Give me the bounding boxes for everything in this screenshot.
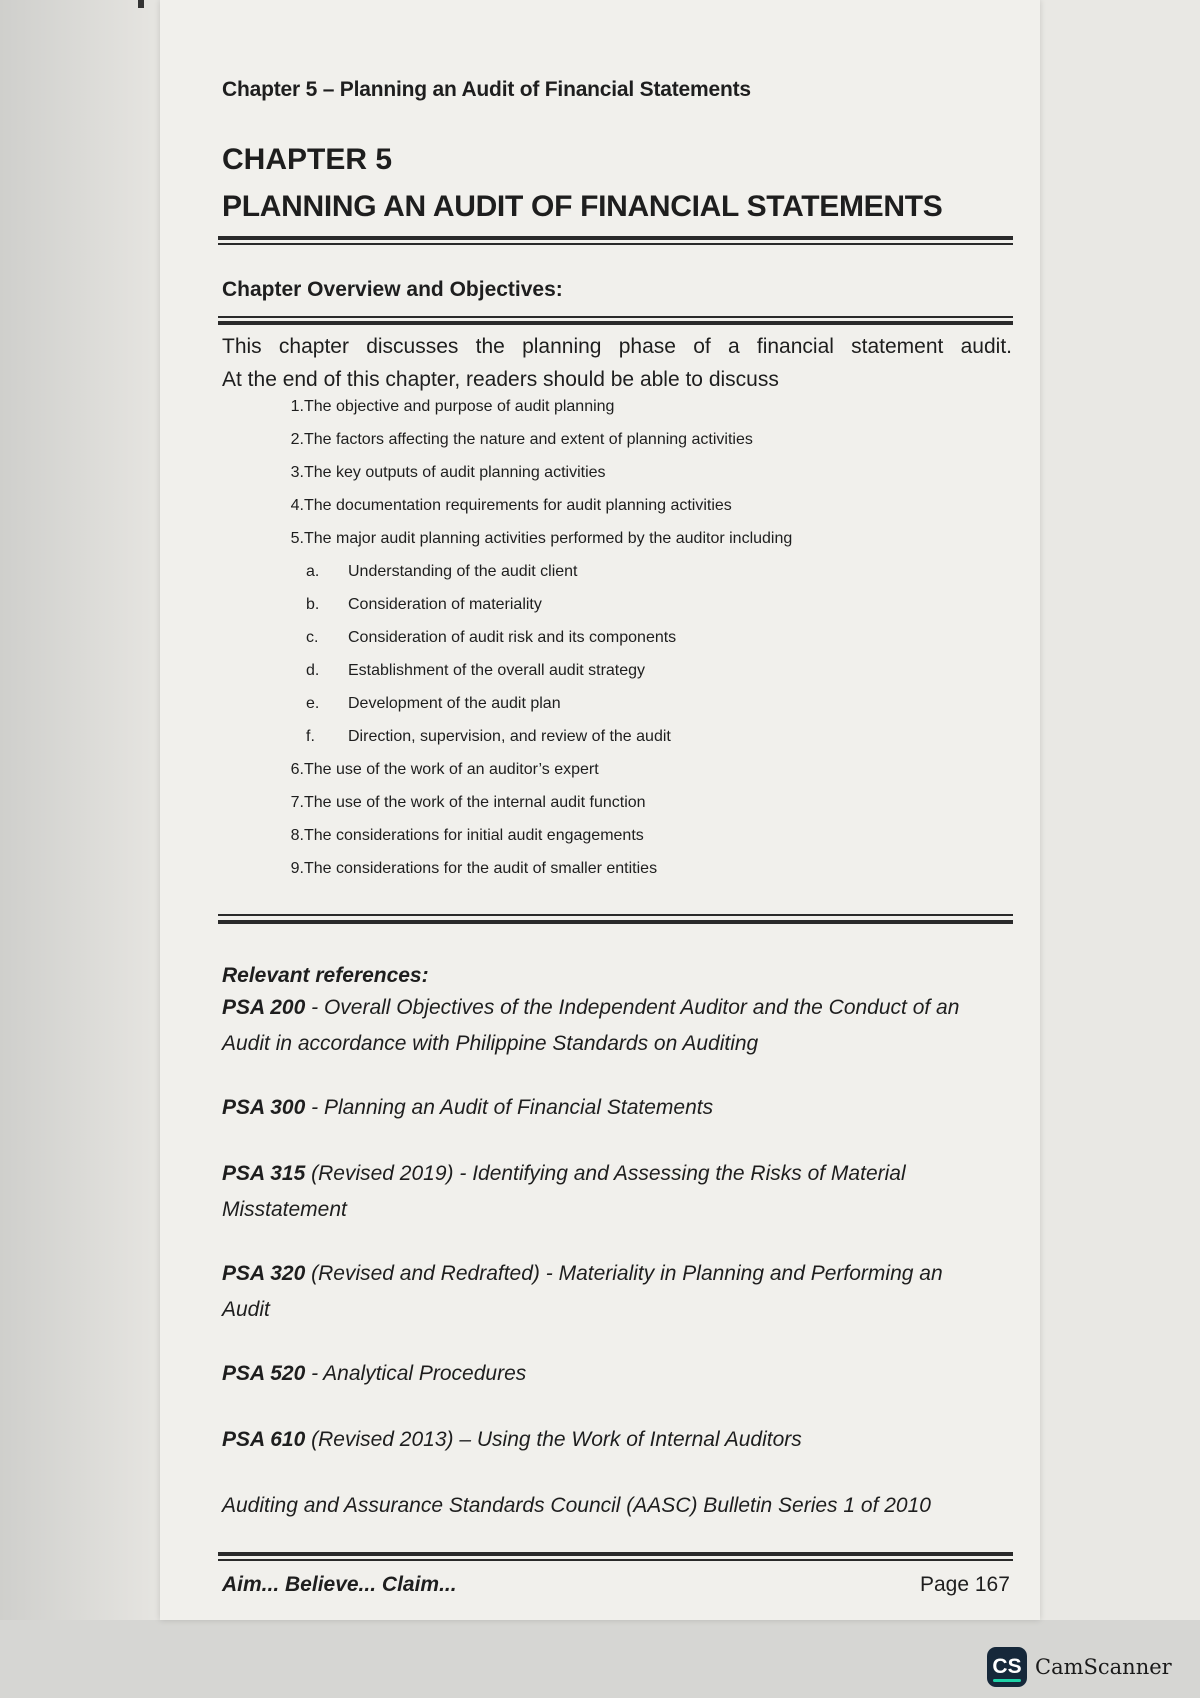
scan-right-margin <box>1040 0 1200 1620</box>
camscanner-watermark: CamScanner <box>1035 1655 1172 1679</box>
scan-mark <box>138 0 144 8</box>
intro-line-1: This chapter discusses the planning phase of a financial statement audit. <box>222 335 1012 358</box>
camscanner-logo-icon: CS <box>987 1647 1027 1687</box>
objective-item: 1. The objective and purpose of audit planning <box>290 398 615 415</box>
reference-item: PSA 200 - Overall Objectives of the Independent Auditor and the Conduct of an Audit in accordance with Philippine Standards on Auditing <box>222 996 960 1055</box>
objectives-rule-bottom <box>218 920 1013 924</box>
overview-rule-bottom <box>218 321 1013 325</box>
objective-item: 3. The key outputs of audit planning activities <box>290 464 606 481</box>
reference-item: PSA 320 (Revised and Redrafted) - Materiality in Planning and Performing an Audit <box>222 1262 943 1321</box>
sub-objective-item: f. Direction, supervision, and review of the audit <box>306 728 671 745</box>
footer-motto: Aim... Believe... Claim... <box>222 1573 457 1596</box>
reference-item: Auditing and Assurance Standards Council (AASC) Bulletin Series 1 of 2010 <box>222 1494 931 1517</box>
sub-objective-item: d. Establishment of the overall audit strategy <box>306 662 646 679</box>
reference-item: PSA 520 - Analytical Procedures <box>222 1362 527 1385</box>
scan-left-margin <box>0 0 160 1620</box>
reference-item: PSA 315 (Revised 2019) - Identifying and Assessing the Risks of Material Misstatement <box>222 1162 906 1221</box>
references-heading: Relevant references: <box>222 964 429 987</box>
title-rule-top <box>218 236 1013 240</box>
objective-item: 8. The considerations for initial audit engagements <box>290 827 644 844</box>
objective-item: 4. The documentation requirements for audit planning activities <box>290 497 732 514</box>
objectives-rule-top <box>218 914 1013 916</box>
chapter-label: CHAPTER 5 <box>222 143 393 176</box>
page-number: Page 167 <box>920 1573 1010 1596</box>
chapter-title: PLANNING AN AUDIT OF FINANCIAL STATEMENTS <box>222 190 943 223</box>
objective-item: 2. The factors affecting the nature and extent of planning activities <box>290 431 753 448</box>
objective-item: 7. The use of the work of the internal audit function <box>290 794 646 811</box>
objective-item: 5. The major audit planning activities performed by the auditor including <box>290 530 793 547</box>
footer-rule-bottom <box>218 1559 1013 1561</box>
sub-objective-item: a. Understanding of the audit client <box>306 563 578 580</box>
sub-objective-item: e. Development of the audit plan <box>306 695 561 712</box>
objective-item: 9. The considerations for the audit of smaller entities <box>290 860 658 877</box>
title-rule-bottom <box>218 243 1013 245</box>
overview-heading: Chapter Overview and Objectives: <box>222 278 563 301</box>
sub-objective-item: c. Consideration of audit risk and its components <box>306 629 677 646</box>
reference-item: PSA 610 (Revised 2013) – Using the Work of Internal Auditors <box>222 1428 802 1451</box>
intro-paragraph <box>222 330 1012 396</box>
objective-item: 6. The use of the work of an auditor’s expert <box>290 761 599 778</box>
footer-rule-top <box>218 1552 1013 1556</box>
reference-item: PSA 300 - Planning an Audit of Financial Statements <box>222 1096 714 1119</box>
overview-rule-top <box>218 316 1013 318</box>
running-head: Chapter 5 – Planning an Audit of Financial Statements <box>222 78 751 101</box>
intro-line-2: At the end of this chapter, readers should be able to discuss <box>222 368 779 391</box>
sub-objective-item: b. Consideration of materiality <box>306 596 542 613</box>
